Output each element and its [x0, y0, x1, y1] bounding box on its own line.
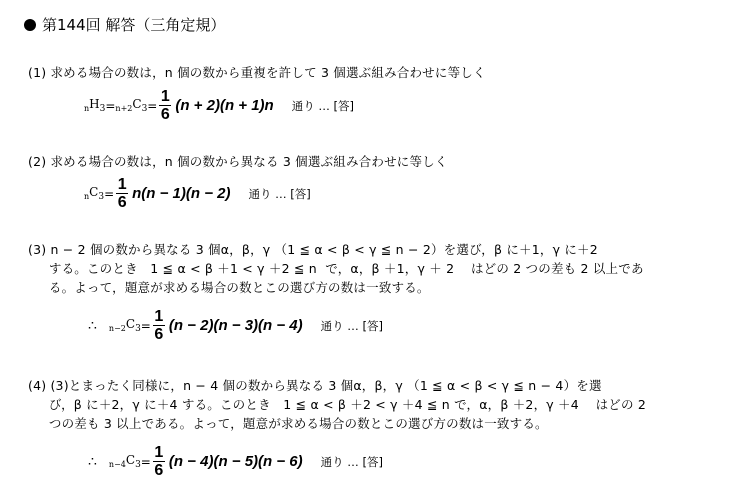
fraction: $\frac{1}{6}$ — [154, 308, 164, 343]
text-line: る。よって，題意が求める場合の数とこの選び方の数は一致する。 — [28, 280, 430, 295]
section-4-text — [28, 376, 646, 433]
text-line: (2) 求める場合の数は，n 個の数から異なる 3 個選ぶ組み合わせに等しく — [28, 154, 448, 169]
text-line: つの差も 3 以上である。よって，題意が求める場合の数とこの選び方の数は一致する。 — [28, 416, 548, 431]
page-title: 第144回 解答（三角定規） — [42, 16, 226, 34]
therefore-symbol: ∴ — [88, 317, 97, 334]
c-symbol: $_{n-2}C_3$ — [108, 317, 141, 334]
c-symbol: $_{n+2}C_3$ — [115, 97, 148, 114]
section-1-text — [28, 64, 486, 81]
h-symbol: $_nH_3$ — [84, 97, 106, 114]
section-2-text — [28, 153, 448, 170]
expression: (n + 2)(n + 1)n — [175, 97, 274, 114]
page-header — [24, 14, 225, 35]
fraction: $\frac{1}{6}$ — [160, 88, 170, 123]
answer-tail: 通り … [答] — [248, 186, 311, 201]
expression: n(n − 1)(n − 2) — [132, 185, 231, 202]
formula-1: $_nH_3$ = $_{n+2}C_3$ = $\frac{1}{6}$ (n + 2)(n + 1)n 通り … [答] — [84, 88, 354, 123]
fraction: $\frac{1}{6}$ — [154, 444, 164, 479]
answer-tail: 通り … [答] — [320, 318, 383, 333]
formula-4: ∴ $_{n-4}C_3$ = $\frac{1}{6}$ (n − 4)(n − 5)(n − 6) 通り … [答] — [88, 444, 383, 479]
c-symbol: $_{n-4}C_3$ — [108, 453, 141, 470]
section-3-text — [28, 240, 644, 297]
text-line: び，β に＋2，γ に＋4 する。このとき 1 ≦ α < β ＋2 < γ ＋4 ≦ n で，α，β ＋2，γ ＋4 はどの 2 — [28, 397, 647, 412]
expression: (n − 2)(n − 3)(n − 4) — [168, 317, 303, 334]
text-line: (4) (3)とまったく同様に，n − 4 個の数から異なる 3 個α，β，γ （1 ≦ α < β < γ ≦ n − 4）を選 — [28, 378, 602, 393]
expression: (n − 4)(n − 5)(n − 6) — [168, 453, 303, 470]
bullet-icon — [24, 19, 36, 31]
text-line: する。このとき 1 ≦ α < β ＋1 < γ ＋2 ≦ n で，α，β ＋1，γ ＋ 2 はどの 2 つの差も 2 以上であ — [28, 261, 644, 276]
text-line: (3) n − 2 個の数から異なる 3 個α，β，γ （1 ≦ α < β < γ ≦ n − 2）を選び，β に＋1，γ に＋2 — [28, 242, 598, 257]
answer-tail: 通り … [答] — [320, 454, 383, 469]
formula-3: ∴ $_{n-2}C_3$ = $\frac{1}{6}$ (n − 2)(n − 3)(n − 4) 通り … [答] — [88, 308, 383, 343]
answer-tail: 通り … [答] — [291, 98, 354, 113]
c-symbol: $_nC_3$ — [84, 185, 105, 202]
formula-2: $_nC_3$ = $\frac{1}{6}$ n(n − 1)(n − 2) 通り … [答] — [84, 176, 311, 211]
text-line: (1) 求める場合の数は，n 個の数から重複を許して 3 個選ぶ組み合わせに等しく — [28, 65, 486, 80]
therefore-symbol: ∴ — [88, 453, 97, 470]
fraction: $\frac{1}{6}$ — [117, 176, 127, 211]
